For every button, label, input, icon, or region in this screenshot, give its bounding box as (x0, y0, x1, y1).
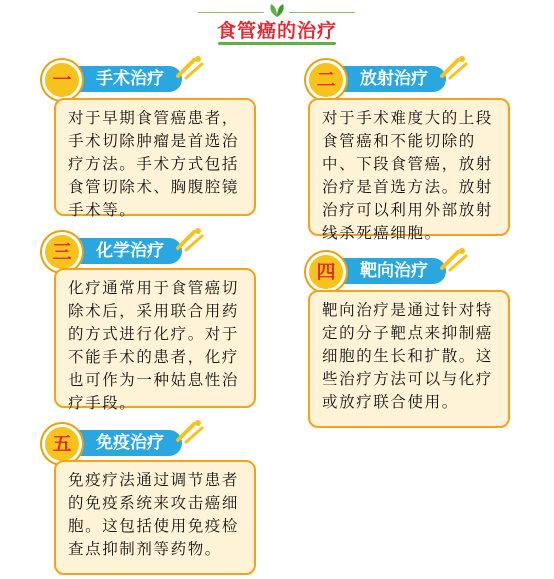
title-area (0, 0, 554, 50)
title-divider-left (198, 12, 264, 13)
sparkle-icon (176, 54, 206, 80)
sparkle-icon (440, 54, 470, 80)
section-heading: 靶向治疗 (328, 258, 446, 284)
section-body-surgery: 对于早期食管癌患者，手术切除肿瘤是首选治疗方法。手术方式包括食管切除术、胸腹腔镜手术等。 (54, 98, 256, 216)
section-body-chemo: 化疗通常用于食管癌切除术后，采用联合用药的方式进行化疗。对于不能手术的患者，化疗也可作为一种姑息性治疗手段。 (54, 268, 256, 408)
title-divider-right (289, 12, 355, 13)
section-number-badge: 二 (306, 60, 346, 100)
section-heading: 免疫治疗 (64, 430, 182, 456)
section-heading: 化学治疗 (64, 238, 182, 264)
sparkle-icon (176, 226, 206, 252)
section-header (306, 60, 506, 96)
section-body-radiation: 对于手术难度大的上段食管癌和不能切除的中、下段食管癌，放射治疗是首选方法。放射治疗可以利用外部放射线杀死癌细胞。 (308, 98, 510, 236)
title-underline (218, 42, 336, 45)
section-header (42, 232, 242, 268)
section-heading: 放射治疗 (328, 66, 446, 92)
section-header (42, 60, 242, 96)
page-title: 食管癌的治疗 (216, 20, 337, 42)
sparkle-icon (440, 246, 470, 272)
section-number-badge: 一 (42, 60, 82, 100)
section-number-badge: 四 (306, 252, 346, 292)
sparkle-icon (176, 418, 206, 444)
section-heading: 手术治疗 (64, 66, 182, 92)
section-number-badge: 五 (42, 424, 82, 464)
section-body-immuno: 免疫疗法通过调节患者的免疫系统来攻击癌细胞。这包括使用免疫检查点抑制剂等药物。 (54, 460, 256, 575)
section-number-badge: 三 (42, 232, 82, 272)
section-header (42, 424, 242, 460)
section-header (306, 252, 506, 288)
section-body-targeted: 靶向治疗是通过针对特定的分子靶点来抑制癌细胞的生长和扩散。这些治疗方法可以与化疗或放疗联合使用。 (308, 290, 510, 428)
